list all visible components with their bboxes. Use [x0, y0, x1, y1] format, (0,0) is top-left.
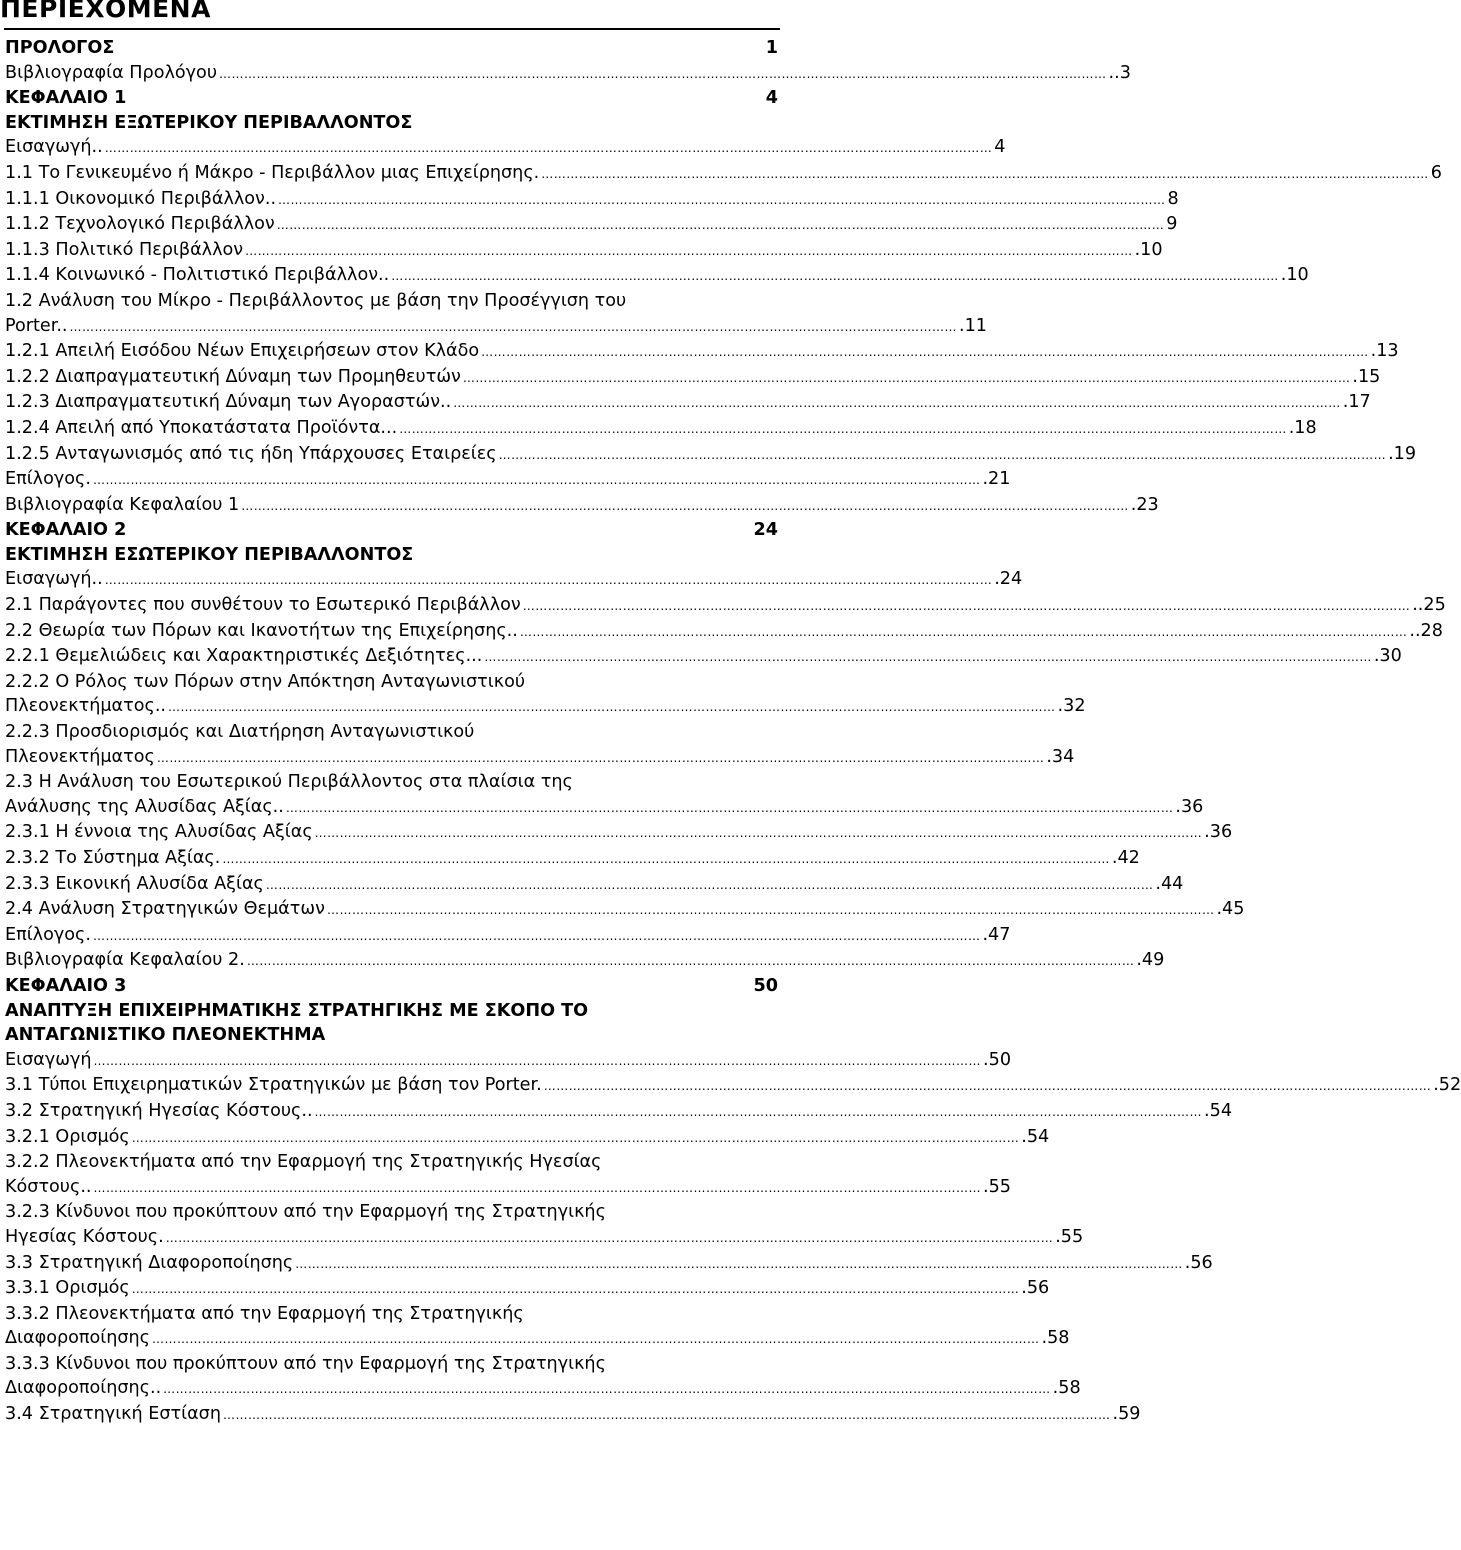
- leader-dots: [266, 873, 1154, 898]
- toc-entry-page: .24: [994, 569, 1023, 590]
- toc-entry-page: .55: [1055, 1226, 1084, 1247]
- toc-entry[interactable]: [5, 1225, 1084, 1251]
- leader-dots: [399, 417, 1287, 442]
- toc-entry-label: 1.1.4 Κοινωνικό - Πολιτιστικό Περιβάλλον..: [5, 265, 390, 286]
- toc-entry-page: .17: [1342, 392, 1371, 413]
- toc-entry[interactable]: [5, 416, 1317, 442]
- toc-entry[interactable]: [5, 923, 1011, 949]
- toc-entry[interactable]: [5, 846, 1140, 872]
- leader-dots: [391, 264, 1279, 289]
- toc-heading-page: 50: [753, 975, 778, 996]
- toc-entry-label: 3.2.1 Ορισμός: [5, 1126, 130, 1147]
- toc-entry-label: 2.3.3 Εικονική Αλυσίδα Αξίας: [5, 873, 264, 894]
- toc-entry-page: .32: [1057, 696, 1086, 717]
- toc-entry[interactable]: [5, 948, 1165, 974]
- title-rule: [4, 28, 780, 30]
- leader-dots: [168, 695, 1056, 720]
- toc-entry-label: 1.2.2 Διαπραγματευτική Δύναμη των Προμηθευτών: [5, 366, 461, 387]
- toc-entry-label: 2.2.1 Θεμελιώδεις και Χαρακτηριστικές Δεξιότητες...: [5, 646, 483, 667]
- toc-entry-label-line1[interactable]: 3.3.2 Πλεονεκτήματα από την Εφαρμογή της Στρατηγικής: [5, 1303, 524, 1324]
- toc-entry-label: 1.2.4 Απειλή από Υποκατάστατα Προϊόντα...: [5, 417, 398, 438]
- toc-entry[interactable]: [5, 1276, 1050, 1302]
- toc-entry-page: .56: [1021, 1278, 1050, 1299]
- toc-entry-page: .10: [1134, 239, 1163, 260]
- toc-entry-page: .11: [959, 315, 987, 336]
- toc-heading-page: 1: [765, 38, 778, 58]
- leader-dots: [219, 62, 1107, 87]
- leader-dots: [157, 746, 1045, 771]
- toc-entry-label: 3.1 Τύποι Επιχειρηματικών Στρατηγικών με βάση τον Porter.: [5, 1075, 542, 1096]
- toc-entry[interactable]: [5, 61, 1131, 87]
- leader-dots: [286, 796, 1174, 821]
- toc-entry[interactable]: [5, 390, 1371, 416]
- toc-entry[interactable]: [5, 795, 1204, 821]
- toc-entry-page: .54: [1204, 1100, 1233, 1121]
- toc-entry-label-line1[interactable]: 2.2.3 Προσδιορισμός και Διατήρηση Ανταγωνιστικού: [5, 722, 475, 743]
- leader-dots: [481, 340, 1369, 365]
- toc-entry[interactable]: [5, 745, 1075, 771]
- toc-entry-label: Εισαγωγή..: [5, 137, 103, 158]
- chapter-subtitle-line2: ΑΝΤΑΓΩΝΙΣΤΙΚΟ ΠΛΕΟΝΕΚΤΗΜΑ: [5, 1025, 326, 1046]
- toc-entry[interactable]: [5, 135, 1006, 161]
- toc-entry-page: 9: [1166, 214, 1178, 235]
- toc-heading-label: ΚΕΦΑΛΑΙΟ 2: [5, 520, 127, 541]
- toc-entry-label: 1.1.1 Οικονομικό Περιβάλλον..: [5, 188, 277, 209]
- toc-entry-page: .36: [1175, 796, 1204, 817]
- toc-entry-label: 1.2.3 Διαπραγματευτική Δύναμη των Αγοραστών..: [5, 392, 452, 413]
- toc-entry-page: .21: [982, 469, 1011, 490]
- chapter-subtitle: ΕΚΤΙΜΗΣΗ ΕΞΩΤΕΡΙΚΟΥ ΠΕΡΙΒΑΛΛΟΝΤΟΣ: [5, 112, 413, 133]
- chapter-subtitle: ΑΝΑΠΤΥΞΗ ΕΠΙΧΕΙΡΗΜΑΤΙΚΗΣ ΣΤΡΑΤΗΓΙΚΗΣ ΜΕ ΣΚΟΠΟ ΤΟ: [5, 1000, 589, 1021]
- leader-dots: [132, 1126, 1020, 1151]
- toc-entry[interactable]: [5, 1073, 1461, 1099]
- toc-entry[interactable]: [5, 238, 1163, 264]
- toc-entry-label: 1.1 Το Γενικευμένο ή Μάκρο - Περιβάλλον μιας Επιχείρησης.: [5, 162, 540, 183]
- toc-entry-label: Εισαγωγή: [5, 1049, 92, 1070]
- toc-entry-label-line1[interactable]: 3.2.2 Πλεονεκτήματα από την Εφαρμογή της Στρατηγικής Ηγεσίας: [5, 1152, 602, 1173]
- toc-entry-label: Βιβλιογραφία Κεφαλαίου 1: [5, 494, 240, 515]
- toc-entry[interactable]: [5, 1251, 1213, 1277]
- toc-entry-page: .34: [1046, 746, 1075, 767]
- toc-entry-page: .56: [1184, 1252, 1213, 1273]
- toc-heading-page: 24: [753, 520, 778, 541]
- toc-entry-label: 2.4 Ανάλυση Στρατηγικών Θεμάτων: [5, 899, 325, 920]
- toc-entry-label-line1[interactable]: 1.2 Ανάλυση του Μίκρο - Περιβάλλοντος με βάση την Προσέγγιση του: [5, 290, 627, 311]
- leader-dots: [523, 594, 1411, 619]
- leader-dots: [105, 568, 993, 593]
- toc-entry-page: .18: [1288, 417, 1317, 438]
- toc-entry-page: .58: [1041, 1328, 1070, 1349]
- leader-dots: [327, 898, 1215, 923]
- toc-heading-label: ΚΕΦΑΛΑΙΟ 3: [5, 975, 127, 996]
- toc-entry-page: .59: [1112, 1404, 1141, 1425]
- toc-entry-label-line1[interactable]: 3.3.3 Κίνδυνοι που προκύπτουν από την Εφαρμογή της Στρατηγικής: [5, 1353, 606, 1374]
- toc-entry-label: 2.2 Θεωρία των Πόρων και Ικανοτήτων της Επιχείρησης..: [5, 620, 518, 641]
- toc-entry-page: .15: [1352, 366, 1381, 387]
- toc-entry-label: Επίλογος.: [5, 469, 91, 490]
- leader-dots: [315, 821, 1203, 846]
- toc-entry[interactable]: [5, 365, 1381, 391]
- leader-dots: [245, 239, 1133, 264]
- chapter-subtitle: ΕΚΤΙΜΗΣΗ ΕΣΩΤΕΡΙΚΟΥ ΠΕΡΙΒΑΛΛΟΝΤΟΣ: [5, 544, 414, 565]
- leader-dots: [247, 949, 1135, 974]
- toc-entry-label: 3.3.1 Ορισμός: [5, 1278, 130, 1299]
- leader-dots: [93, 468, 981, 493]
- toc-entry-page: .52: [1433, 1075, 1461, 1096]
- page-title: ΠΕΡΙΕΧΟΜΕΝΑ: [0, 0, 211, 23]
- toc-heading-page: 4: [765, 88, 778, 109]
- toc-entry-page: .30: [1373, 646, 1402, 667]
- toc-entry-label: 1.2.5 Ανταγωνισμός από τις ήδη Υπάρχουσες Εταιρείες: [5, 443, 497, 464]
- toc-entry-label: 3.3 Στρατηγική Διαφοροποίησης: [5, 1252, 294, 1273]
- leader-dots: [499, 443, 1387, 468]
- toc-entry[interactable]: [5, 1099, 1233, 1125]
- toc-entry-label: Επίλογος.: [5, 924, 91, 945]
- toc-entry[interactable]: [5, 644, 1402, 670]
- toc-entry-label: Διαφοροποίησης..: [5, 1378, 162, 1399]
- toc-entry[interactable]: [5, 1326, 1070, 1352]
- leader-dots: [70, 315, 958, 340]
- leader-dots: [453, 391, 1341, 416]
- toc-entry-page: .44: [1155, 873, 1184, 894]
- toc-entry[interactable]: [5, 161, 1442, 187]
- toc-entry-label-line1[interactable]: 2.3 Η Ανάλυση του Εσωτερικού Περιβάλλοντος στα πλαίσια της: [5, 772, 573, 793]
- toc-entry-label: Ανάλυσης της Αλυσίδας Αξίας..: [5, 796, 284, 817]
- toc-entry-page: .42: [1111, 848, 1140, 868]
- leader-dots: [223, 1403, 1111, 1428]
- leader-dots: [152, 1327, 1040, 1352]
- toc-entry-label: Διαφοροποίησης: [5, 1328, 150, 1349]
- toc-entry[interactable]: [5, 872, 1184, 898]
- toc-heading-ch2[interactable]: [5, 518, 778, 543]
- toc-entry[interactable]: [5, 897, 1245, 923]
- toc-entry[interactable]: [5, 467, 1011, 493]
- toc-entry[interactable]: [5, 567, 1023, 593]
- toc-entry-page: .36: [1204, 822, 1233, 843]
- toc-entry-label: 2.1 Παράγοντες που συνθέτουν το Εσωτερικό Περιβάλλον: [5, 595, 521, 616]
- toc-entry-label: Πλεονεκτήματος: [5, 746, 155, 767]
- leader-dots: [166, 1226, 1054, 1251]
- toc-entry-label: 2.3.1 Η έννοια της Αλυσίδας Αξίας: [5, 822, 313, 843]
- chapter-3-entries: [5, 1048, 1461, 1428]
- leader-dots: [278, 188, 1166, 213]
- toc-entry-page: .47: [982, 924, 1011, 945]
- toc-entry-page: 6: [1430, 162, 1442, 183]
- toc-entry-label: 1.1.3 Πολιτικό Περιβάλλον: [5, 239, 244, 260]
- leader-dots: [94, 1176, 982, 1201]
- chapter-1-entries: [5, 135, 1442, 518]
- toc-entry[interactable]: [5, 442, 1417, 468]
- toc-entry-page: ..28: [1409, 620, 1443, 641]
- toc-entry[interactable]: [5, 212, 1178, 238]
- toc-entry-page: .19: [1388, 443, 1417, 464]
- toc-entry-label: 1.2.1 Απειλή Εισόδου Νέων Επιχειρήσεων στον Κλάδο: [5, 341, 480, 362]
- leader-dots: [463, 366, 1351, 391]
- leader-dots: [132, 1277, 1020, 1302]
- leader-dots: [544, 1074, 1432, 1099]
- toc-entry-page: .58: [1052, 1378, 1081, 1399]
- toc-entry[interactable]: [5, 1125, 1050, 1151]
- toc-entry[interactable]: [5, 1376, 1081, 1402]
- leader-dots: [541, 162, 1429, 187]
- leader-dots: [484, 645, 1372, 670]
- table-of-contents: [5, 36, 1461, 1428]
- toc-entry-page: .49: [1136, 950, 1165, 971]
- toc-heading-ch3[interactable]: [5, 974, 778, 999]
- toc-entry-label: Porter..: [5, 315, 68, 336]
- toc-entry[interactable]: [5, 1402, 1141, 1428]
- toc-entry[interactable]: [5, 694, 1086, 720]
- toc-entry-label: Εισαγωγή..: [5, 569, 103, 590]
- leader-dots: [163, 1377, 1051, 1402]
- toc-entry-page: ..3: [1108, 62, 1131, 83]
- toc-entry-label: Κόστους..: [5, 1176, 92, 1197]
- toc-heading-prologue[interactable]: [5, 36, 778, 61]
- leader-dots: [222, 847, 1110, 872]
- toc-entry[interactable]: [5, 263, 1309, 289]
- toc-entry-page: .54: [1021, 1126, 1050, 1147]
- toc-entry-label: 1.1.2 Τεχνολογικό Περιβάλλον: [5, 214, 275, 235]
- toc-entry-page: .23: [1130, 494, 1159, 515]
- toc-entry-label-line1[interactable]: 3.2.3 Κίνδυνοι που προκύπτουν από την Εφαρμογή της Στρατηγικής: [5, 1202, 606, 1223]
- toc-entry[interactable]: [5, 1175, 1011, 1201]
- toc-entry-label: 2.3.2 Το Σύστημα Αξίας.: [5, 848, 221, 868]
- toc-entry[interactable]: [5, 314, 987, 340]
- toc-entry-label: Ηγεσίας Κόστους.: [5, 1226, 164, 1247]
- toc-entry-page: .45: [1216, 899, 1245, 920]
- toc-entry-page: .55: [983, 1176, 1011, 1197]
- chapter-2-entries: [5, 567, 1446, 974]
- leader-dots: [277, 213, 1165, 238]
- toc-heading-label: ΠΡΟΛΟΓΟΣ: [5, 38, 115, 58]
- toc-entry-label-line1[interactable]: 2.2.2 Ο Ρόλος των Πόρων στην Απόκτηση Ανταγωνιστικού: [5, 671, 526, 692]
- toc-entry-page: 8: [1167, 188, 1179, 209]
- leader-dots: [94, 1049, 982, 1074]
- toc-entry-page: ..25: [1412, 595, 1446, 616]
- leader-dots: [520, 620, 1408, 645]
- toc-entry-page: .10: [1280, 265, 1309, 286]
- toc-entry[interactable]: [5, 339, 1399, 365]
- toc-entry-page: .50: [983, 1049, 1012, 1070]
- toc-heading-ch1[interactable]: [5, 86, 778, 111]
- toc-entry[interactable]: [5, 1048, 1012, 1074]
- leader-dots: [93, 924, 981, 949]
- toc-entry[interactable]: [5, 187, 1179, 213]
- toc-entry-page: .13: [1370, 341, 1399, 362]
- toc-entry-label: 3.2 Στρατηγική Ηγεσίας Κόστους..: [5, 1100, 313, 1121]
- toc-entry-label: Βιβλιογραφία Προλόγου: [5, 62, 218, 83]
- leader-dots: [295, 1252, 1183, 1277]
- toc-entry[interactable]: [5, 493, 1159, 519]
- leader-dots: [241, 494, 1129, 519]
- toc-entry-label: 3.4 Στρατηγική Εστίαση: [5, 1404, 221, 1425]
- toc-entry-page: 4: [994, 137, 1006, 158]
- toc-entry[interactable]: [5, 619, 1443, 645]
- leader-dots: [105, 136, 993, 161]
- toc-entry[interactable]: [5, 593, 1446, 619]
- toc-entry-label: Πλεονεκτήματος..: [5, 696, 167, 717]
- toc-entry[interactable]: [5, 820, 1233, 846]
- toc-entry-label: Βιβλιογραφία Κεφαλαίου 2.: [5, 950, 245, 971]
- toc-heading-label: ΚΕΦΑΛΑΙΟ 1: [5, 88, 127, 109]
- leader-dots: [315, 1100, 1203, 1125]
